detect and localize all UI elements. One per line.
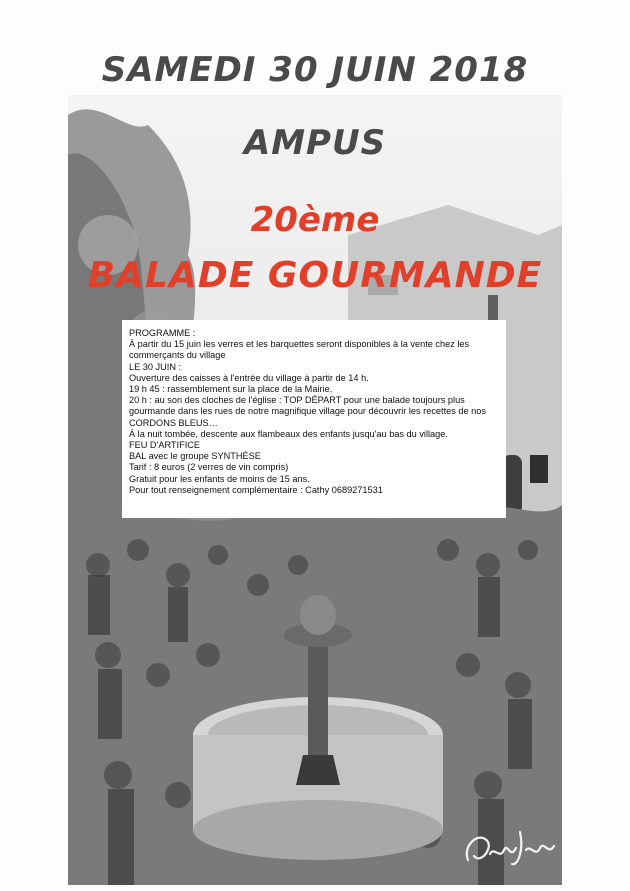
town-heading: AMPUS <box>243 123 387 163</box>
program-line: 20 h : au son des cloches de l'église : TOP DÉPART pour une balade toujours plus gourmande dans les rues de notre magnifique village pour découvrir les recettes de nos CORDONS BLEUS… <box>129 395 486 428</box>
program-line: Tarif : 8 euros (2 verres de vin compris) <box>129 462 289 473</box>
event-name-heading: BALADE GOURMANDE <box>87 255 543 296</box>
program-box <box>122 320 506 518</box>
edition-label: 20ème <box>250 200 380 240</box>
program-line: BAL avec le groupe SYNTHÈSE <box>129 451 261 462</box>
program-line: Ouverture des caisses à l'entrée du village à partir de 14 h. <box>129 372 369 383</box>
contact-line: Pour tout renseignement complémentaire : Cathy 0689271531 <box>129 484 383 495</box>
program-line: LE 30 JUIN : <box>129 361 182 372</box>
program-heading: PROGRAMME : <box>129 328 196 338</box>
program-line: FEU D'ARTIFICE <box>129 440 201 451</box>
event-date-heading: SAMEDI 30 JUIN 2018 <box>101 50 529 90</box>
program-line: Gratuit pour les enfants de moins de 15 ans. <box>129 473 310 484</box>
program-line: 19 h 45 : rassemblement sur la place de la Mairie. <box>129 384 333 395</box>
program-line: À la nuit tombée, descente aux flambeaux des enfants jusqu'au bas du village. <box>129 428 448 439</box>
photographer-signature <box>460 820 560 875</box>
program-line: À partir du 15 juin les verres et les barquettes seront disponibles à la vente chez les commerçants du village <box>129 339 470 361</box>
